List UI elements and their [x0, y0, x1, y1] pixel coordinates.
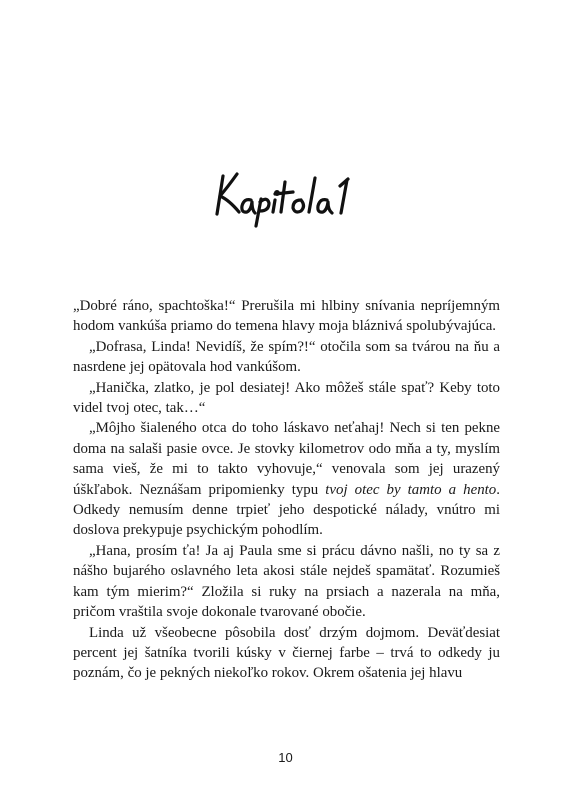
text-run: Linda už všeobecne pôsobila dosť drzým dojmom. Deväťdesiat percent jej šatníka tvorili kúsky v čiernej farbe – trvá to odkedy ju poznám, čo je pekných niekoľko rokov. Okrem ošatenia jej hlavu	[73, 624, 500, 682]
paragraph-p3	[73, 378, 500, 419]
text-run: „Hanička, zlatko, je pol desiatej! Ako môžeš stále spať? Keby toto videl tvoj otec, tak…“	[73, 379, 500, 417]
text-run: . Odkedy nemusím denne trpieť jeho despotické nálady, vnútro mi doslova prekypuje psychickým pohodlím.	[73, 481, 500, 539]
emphasized-text: tvoj otec by tamto a hento	[325, 481, 497, 498]
chapter-title-script	[211, 166, 361, 230]
text-run: „Hana, prosím ťa! Ja aj Paula sme si prácu dávno našli, no ty sa z nášho bujarého oslavného leta akosi stále nejdeš spamätať. Rozumieš kam tým mierim?“ Zložila si ruky na prsiach a nazerala na mňa, pričom vraštila svoje dokonale tvarované obočie.	[73, 542, 500, 621]
text-run: „Môjho šialeného otca do toho láskavo neťahaj! Nech si ten pekne doma na salaši pasie ovce. Je stovky kilometrov odo mňa a ty, myslím sama vieš, že mi to takto vyhovuje,“ venovala som jej urazený úškľabok. Neznášam pripomienky typu	[73, 420, 500, 498]
chapter-heading	[0, 166, 571, 235]
paragraph-p6	[73, 623, 500, 684]
paragraph-p2	[73, 337, 500, 378]
paragraph-p1	[73, 296, 500, 337]
text-run: „Dofrasa, Linda! Nevidíš, že spím?!“ otočila som sa tvárou na ňu a nasrdene jej opätovala hod vankúšom.	[73, 338, 500, 376]
paragraph-p4	[73, 418, 500, 540]
paragraph-p5	[73, 541, 500, 623]
text-run: „Dobré ráno, spachtoška!“ Prerušila mi hlbiny snívania nepríjemným hodom vankúša priamo do temena hlavy moja bláznivá spolubývajúca.	[73, 298, 500, 335]
chapter-body-text	[73, 296, 500, 684]
page-number: 10	[278, 750, 293, 765]
